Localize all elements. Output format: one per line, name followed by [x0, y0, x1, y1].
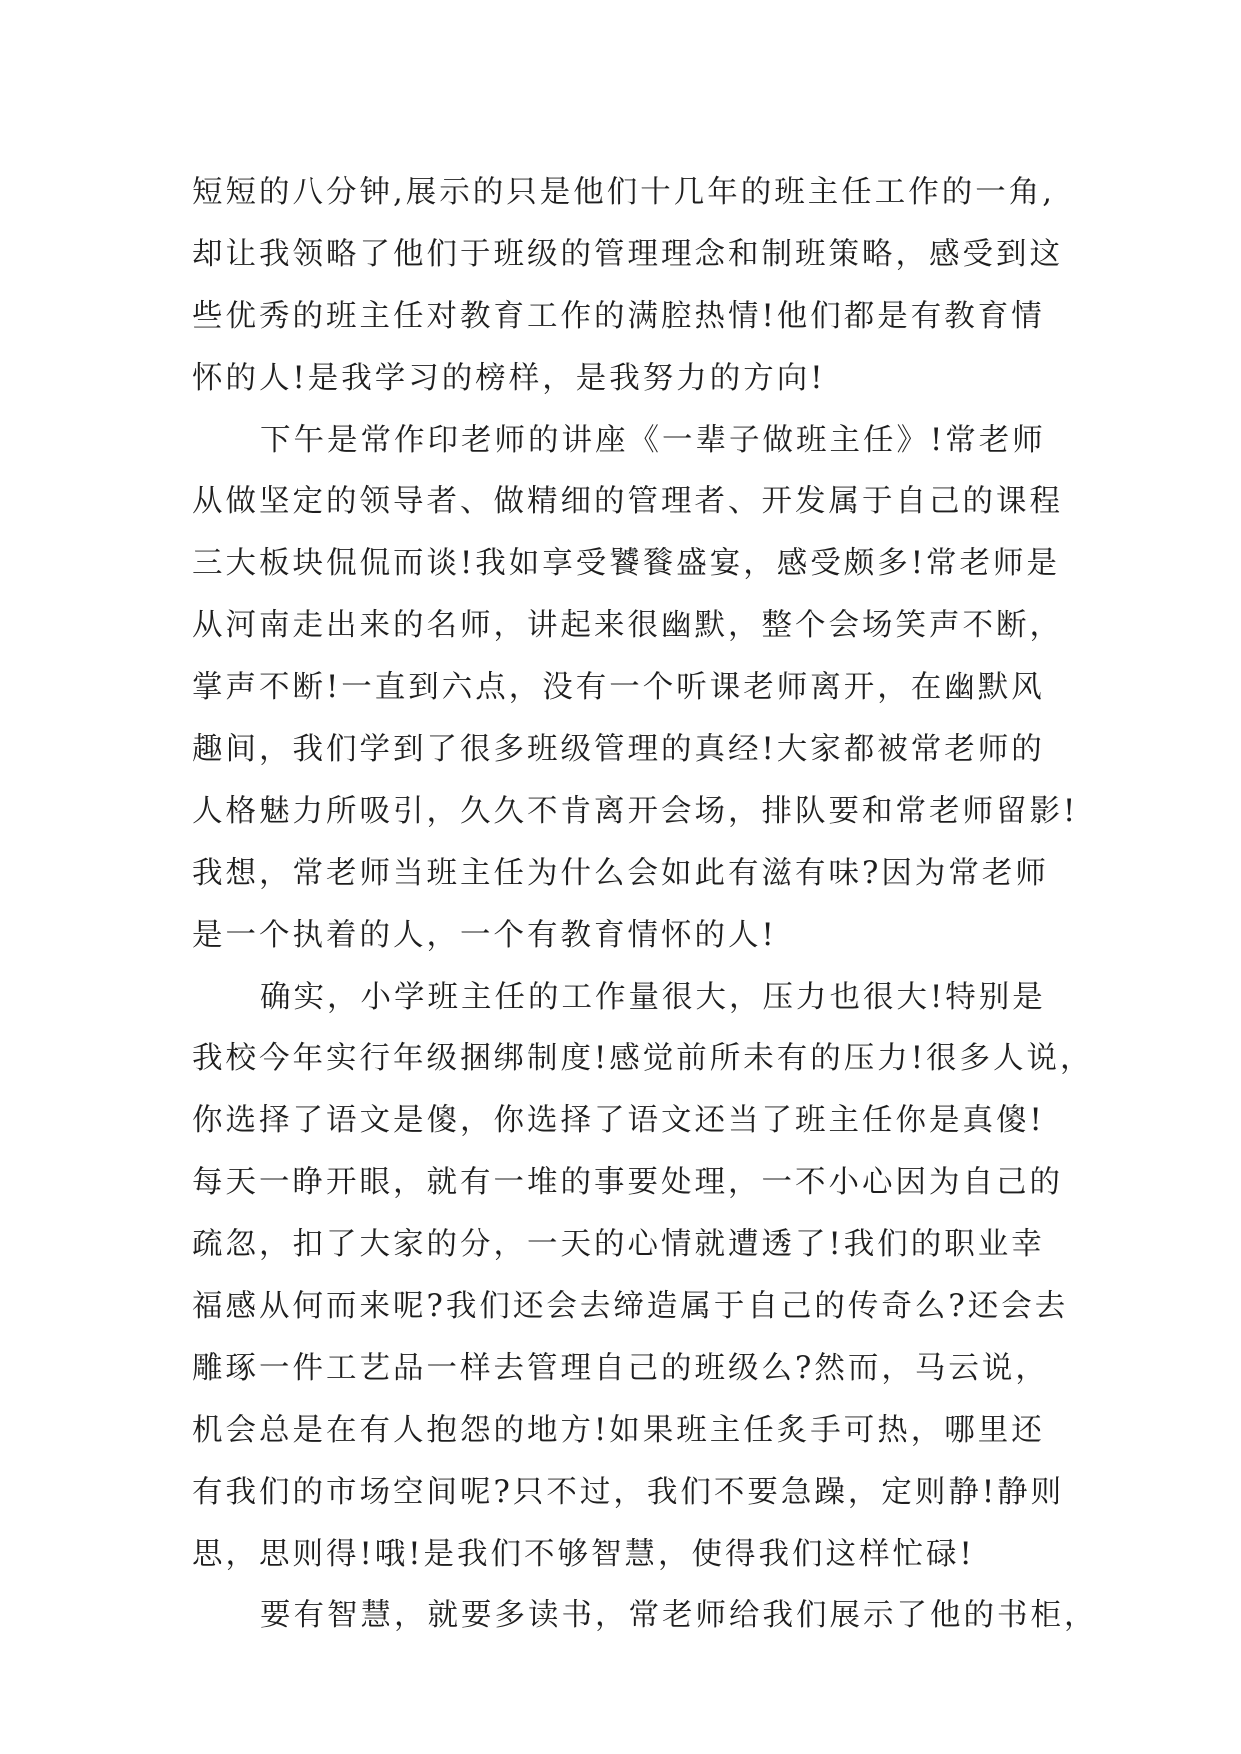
paragraph-line: 从河南走出来的名师，讲起来很幽默，整个会场笑声不断，	[192, 608, 1063, 644]
paragraph-line: 些优秀的班主任对教育工作的满腔热情!他们都是有教育情	[192, 298, 1045, 334]
paragraph-line: 掌声不断!一直到六点，没有一个听课老师离开，在幽默风	[192, 670, 1045, 706]
paragraph-line: 思，思则得!哦!是我们不够智慧，使得我们这样忙碌!	[192, 1536, 975, 1572]
paragraph-line: 有我们的市场空间呢?只不过，我们不要急躁，定则静!静则	[192, 1474, 1065, 1510]
paragraph-line: 每天一睁开眼，就有一堆的事要处理，一不小心因为自己的	[192, 1165, 1063, 1201]
paragraph-line: 三大板块侃侃而谈!我如享受饕餮盛宴，感受颇多!常老师是	[192, 546, 1061, 582]
paragraph-line: 确实，小学班主任的工作量很大，压力也很大!特别是	[260, 979, 1046, 1015]
paragraph-line: 疏忽，扣了大家的分，一天的心情就遭透了!我们的职业幸	[192, 1227, 1045, 1263]
paragraph-line: 我校今年实行年级捆绑制度!感觉前所未有的压力!很多人说，	[192, 1041, 1094, 1077]
paragraph-line: 怀的人!是我学习的榜样，是我努力的方向!	[192, 360, 826, 396]
document-body	[192, 162, 1098, 1647]
paragraph-line: 是一个执着的人，一个有教育情怀的人!	[192, 917, 777, 953]
paragraph-line: 从做坚定的领导者、做精细的管理者、开发属于自己的课程	[192, 484, 1063, 520]
paragraph-line: 短短的八分钟,展示的只是他们十几年的班主任工作的一角,	[192, 175, 1055, 210]
paragraph-line: 趣间，我们学到了很多班级管理的真经!大家都被常老师的	[192, 732, 1045, 768]
paragraph-line: 人格魅力所吸引，久久不肯离开会场，排队要和常老师留影!	[192, 793, 1079, 829]
paragraph-line: 要有智慧，就要多读书，常老师给我们展示了他的书柜，	[260, 1598, 1098, 1634]
paragraph-line: 福感从何而来呢?我们还会去缔造属于自己的传奇么?还会去	[192, 1289, 1069, 1325]
paragraph-line: 我想，常老师当班主任为什么会如此有滋有味?因为常老师	[192, 855, 1049, 891]
paragraph-line: 下午是常作印老师的讲座《一辈子做班主任》!常老师	[260, 422, 1046, 458]
paragraph-line: 你选择了语文是傻，你选择了语文还当了班主任你是真傻!	[192, 1103, 1045, 1139]
paragraph-line: 机会总是在有人抱怨的地方!如果班主任炙手可热，哪里还	[192, 1412, 1045, 1448]
paragraph-line: 雕琢一件工艺品一样去管理自己的班级么?然而，马云说，	[192, 1350, 1049, 1386]
paragraph-line: 却让我领略了他们于班级的管理理念和制班策略，感受到这	[192, 236, 1063, 272]
